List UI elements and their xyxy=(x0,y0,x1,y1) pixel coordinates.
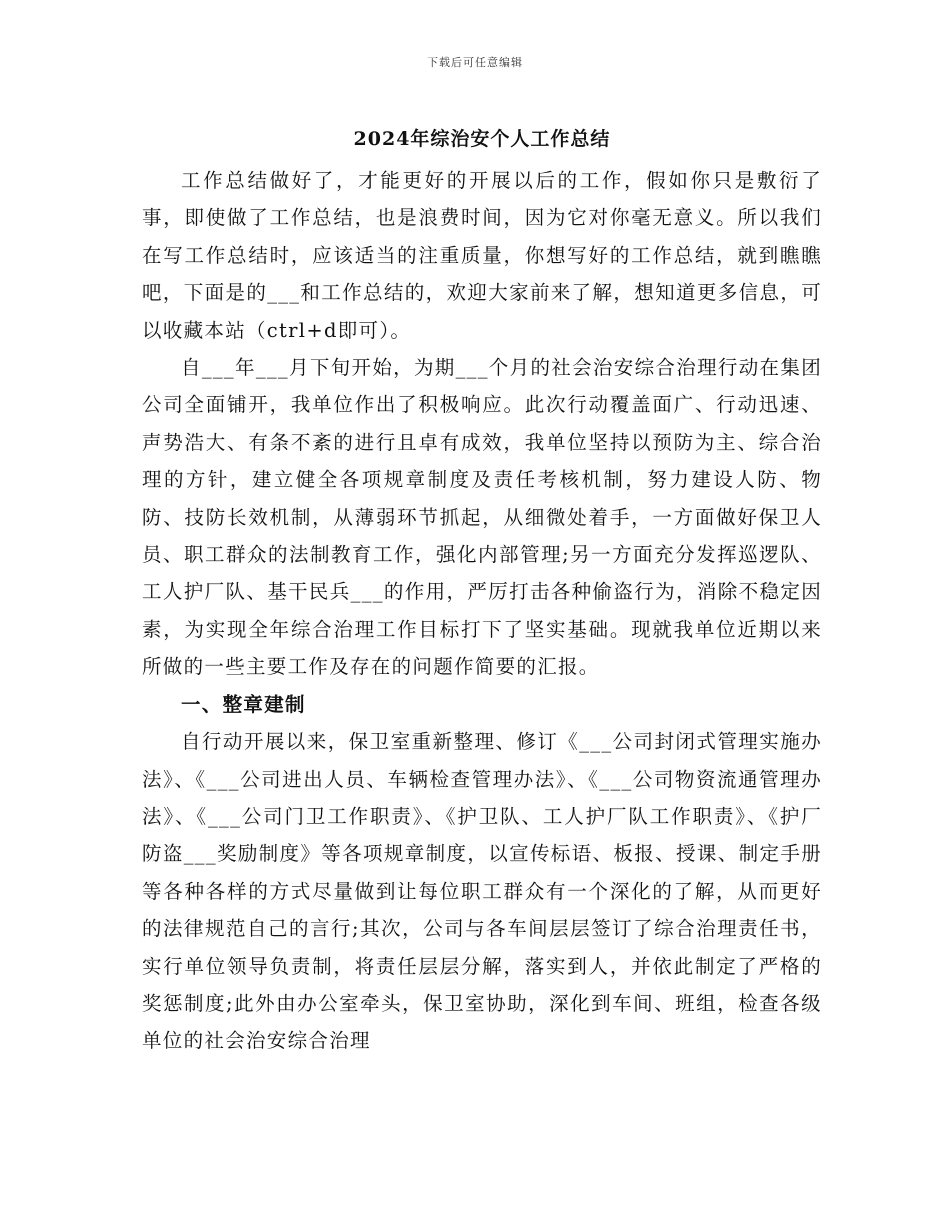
section-1-body: 自行动开展以来，保卫室重新整理、修订《___公司封闭式管理实施办法》、《___公司进出人员、车辆检查管理办法》、《___公司物资流通管理办法》、《___公司门卫工作职责》、《护卫队、工人护厂队工作职责》、《护厂防盗___奖励制度》等各项规章制度，以宣传标语、板报、授课、制定手册等各种各样的方式尽量做到让每位职工群众有一个深化的了解，从而更好的法律规范自己的言行;其次，公司与各车间层层签订了综合治理责任书，实行单位领导负责制，将责任层层分解，落实到人，并依此制定了严格的奖惩制度;此外由办公室牵头，保卫室协助，深化到车间、班组，检查各级单位的社会治安综合治理 xyxy=(142,730,822,1053)
paragraph-1: 自___年___月下旬开始，为期___个月的社会治安综合治理行动在集团公司全面铺开，我单位作出了积极响应。此次行动覆盖面广、行动迅速、声势浩大、有条不紊的进行且卓有成效，我单位坚持以预防为主、综合治理的方针，建立健全各项规章制度及责任考核机制，努力建设人防、物防、技防长效机制，从薄弱环节抓起，从细微处着手，一方面做好保卫人员、职工群众的法制教育工作，强化内部管理;另一方面充分发挥巡逻队、工人护厂队、基干民兵___的作用，严厉打击各种偷盗行为，消除不稳定因素，为实现全年综合治理工作目标打下了坚实基础。现就我单位近期以来所做的一些主要工作及存在的问题作简要的汇报。 xyxy=(142,356,822,679)
page-header-note: 下载后可任意编辑 xyxy=(427,56,523,69)
document-body xyxy=(142,124,822,1060)
document-title: 2024年综治安个人工作总结 xyxy=(353,128,611,150)
section-1-heading: 一、整章建制 xyxy=(181,692,306,716)
intro-paragraph: 工作总结做好了，才能更好的开展以后的工作，假如你只是敷衍了事，即使做了工作总结，也是浪费时间，因为它对你毫无意义。所以我们在写工作总结时，应该适当的注重质量，你想写好的工作总结，就到瞧瞧吧，下面是的___和工作总结的，欢迎大家前来了解，想知道更多信息，可以收藏本站（ctrl+d即可）。 xyxy=(142,169,822,342)
